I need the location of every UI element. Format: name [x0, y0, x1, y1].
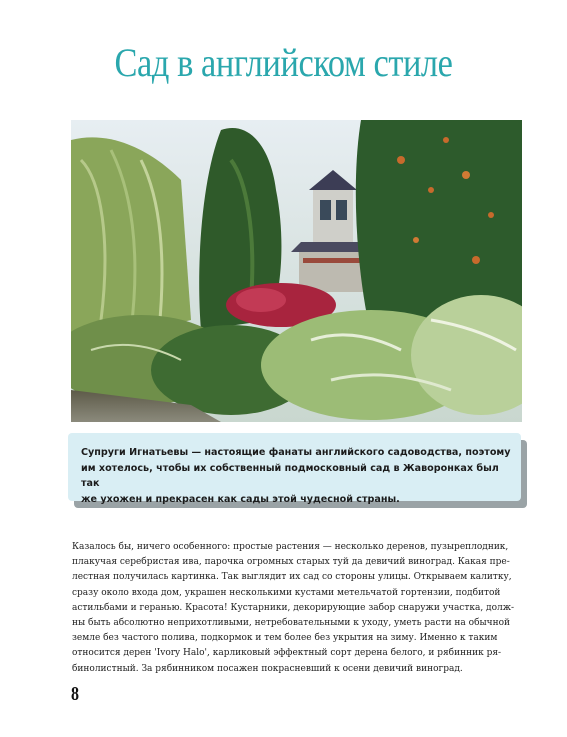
callout-line: им хотелось, чтобы их собственный подмосковный сад в Жаворонках был так	[81, 462, 499, 489]
body-line: относится дерен 'Ivory Halo', карликовый эффектный сорт дерена белого, и рябинник ря-	[72, 648, 502, 659]
body-line: Казалось бы, ничего особенного: простые растения — несколько деренов, пузыреплодник,	[72, 542, 509, 552]
garden-photo	[71, 120, 522, 422]
callout-line: Супруги Игнатьевы — настоящие фанаты английского садоводства, поэтому	[81, 447, 511, 458]
body-line: бинолистный. За рябинником посажен покрасневший к осени девичий виноград.	[72, 663, 463, 674]
page-number: 8	[71, 683, 79, 705]
body-line: ны быть абсолютно неприхотливыми, нетребовательными к уходу, уметь расти на обычной	[72, 618, 511, 629]
body-line: астильбами и геранью. Красота! Кустарники, декорирующие забор снаружи участка, долж-	[72, 602, 515, 613]
callout-line: же ухожен и прекрасен как сады этой чудесной страны.	[81, 493, 400, 505]
body-line: земле без частого полива, подкормок и тем более без укрытия на зиму. Именно к таким	[72, 633, 498, 644]
intro-callout	[68, 433, 521, 505]
body-line: сразу около входа дом, украшен несколькими кустами метельчатой гортензии, подбитой	[72, 587, 501, 598]
body-line: лестная получилась картинка. Так выглядит их сад со стороны улицы. Открываем калитку,	[72, 572, 512, 583]
body-line: плакучая серебристая ива, парочка огромных старых туй да девичий виноград. Какая пре-	[72, 557, 510, 568]
body-paragraph	[72, 540, 523, 677]
page-title: Сад в английском стиле	[114, 40, 453, 85]
